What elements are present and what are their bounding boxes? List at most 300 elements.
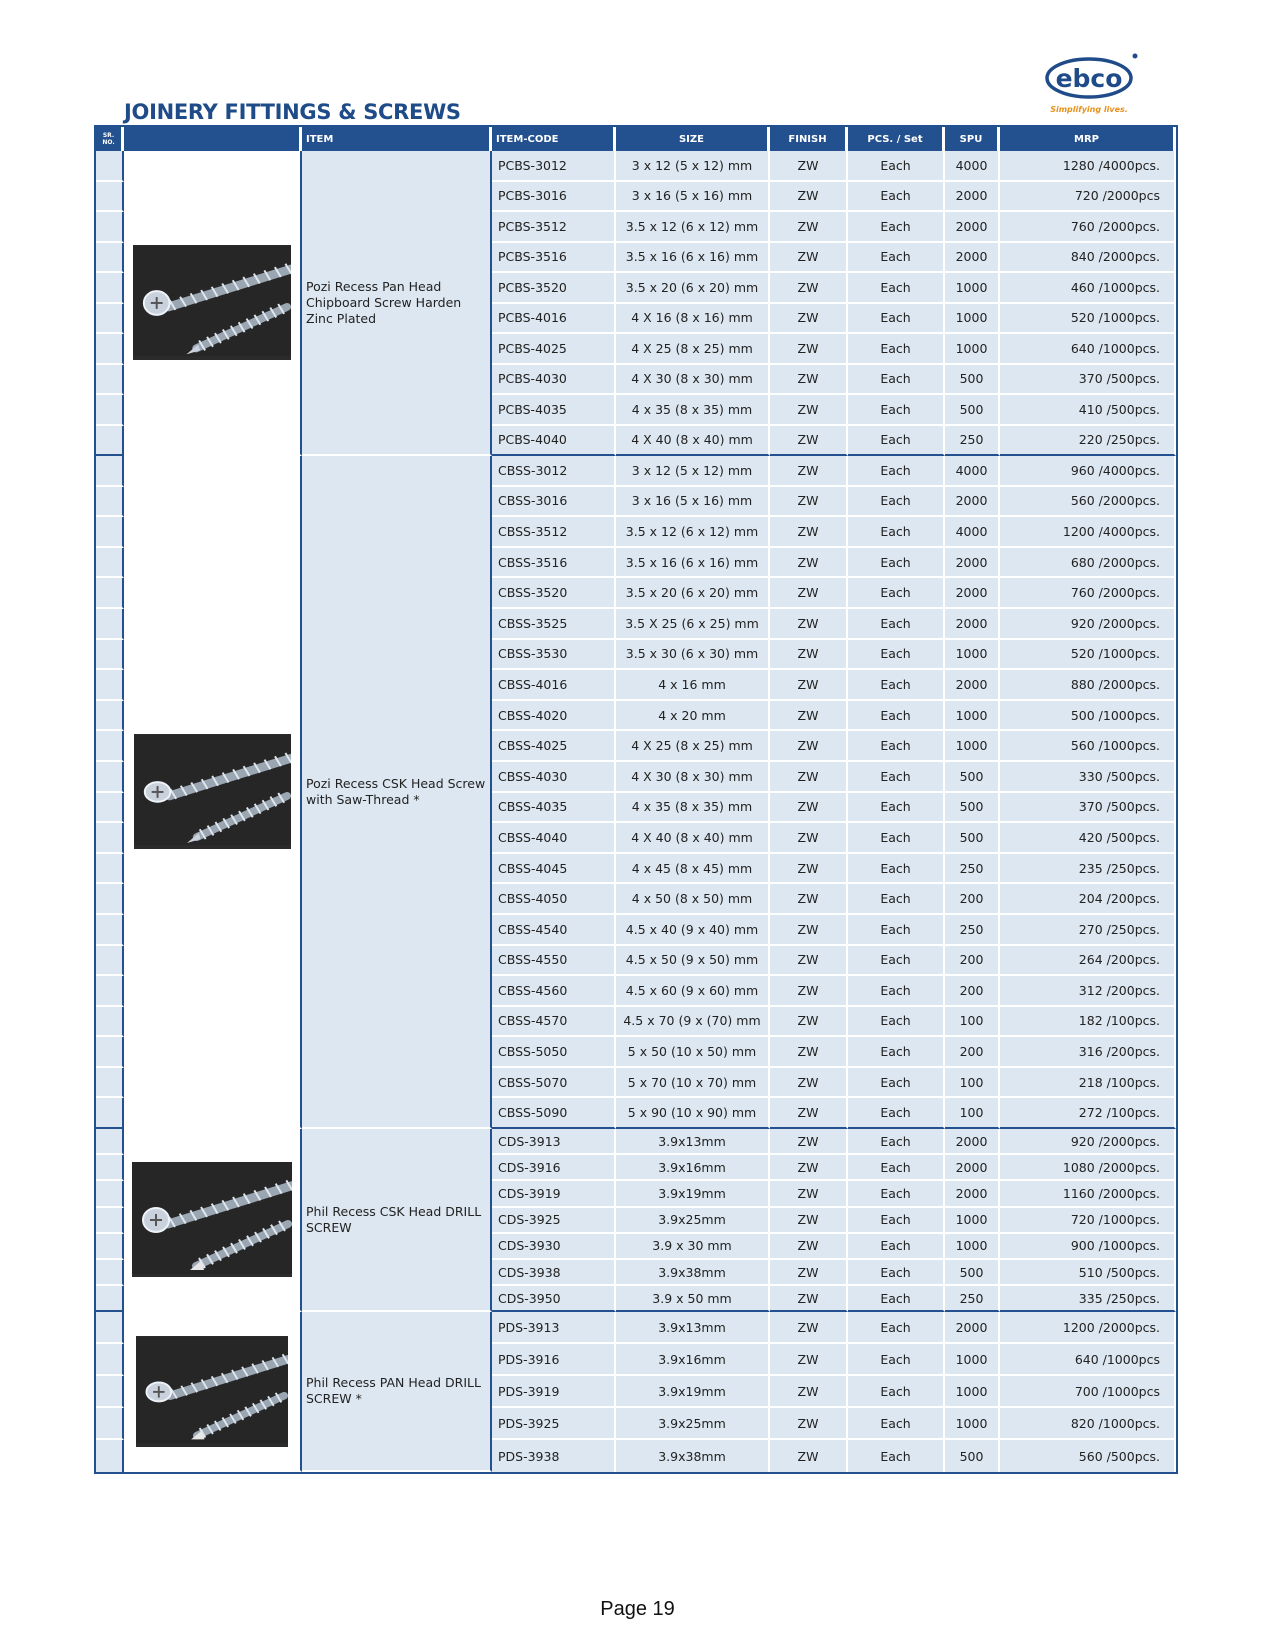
sr-no-cell bbox=[96, 1376, 124, 1408]
item-size: 3.5 x 12 (6 x 12) mm bbox=[616, 517, 770, 548]
item-mrp: 264 /200pcs. bbox=[1000, 946, 1176, 977]
item-pcs: Each bbox=[848, 1129, 945, 1155]
item-size: 3 x 16 (5 x 16) mm bbox=[616, 487, 770, 518]
item-size: 4.5 x 60 (9 x 60) mm bbox=[616, 976, 770, 1007]
item-mrp: 1200 /4000pcs. bbox=[1000, 517, 1176, 548]
item-finish: ZW bbox=[770, 1234, 848, 1260]
item-code: PDS-3913 bbox=[492, 1312, 616, 1344]
item-pcs: Each bbox=[848, 1007, 945, 1038]
item-spu: 100 bbox=[945, 1098, 1000, 1129]
item-pcs: Each bbox=[848, 1068, 945, 1099]
item-finish: ZW bbox=[770, 1260, 848, 1286]
table-row bbox=[96, 151, 1176, 182]
item-pcs: Each bbox=[848, 243, 945, 274]
item-mrp: 720 /2000pcs bbox=[1000, 182, 1176, 213]
sr-no-cell bbox=[96, 273, 124, 304]
item-mrp: 218 /100pcs. bbox=[1000, 1068, 1176, 1099]
item-spu: 1000 bbox=[945, 1234, 1000, 1260]
item-pcs: Each bbox=[848, 1260, 945, 1286]
item-size: 4 X 25 (8 x 25) mm bbox=[616, 731, 770, 762]
item-pcs: Each bbox=[848, 1312, 945, 1344]
item-size: 3 x 16 (5 x 16) mm bbox=[616, 182, 770, 213]
item-code: CBSS-3525 bbox=[492, 609, 616, 640]
item-code: CBSS-5070 bbox=[492, 1068, 616, 1099]
item-size: 3.9x25mm bbox=[616, 1208, 770, 1234]
item-mrp: 1160 /2000pcs. bbox=[1000, 1181, 1176, 1207]
product-image-cell bbox=[124, 1312, 302, 1472]
item-spu: 500 bbox=[945, 1440, 1000, 1472]
sr-no-cell bbox=[96, 1068, 124, 1099]
item-mrp: 820 /1000pcs. bbox=[1000, 1408, 1176, 1440]
item-size: 4 X 30 (8 x 30) mm bbox=[616, 365, 770, 396]
sr-no-cell bbox=[96, 946, 124, 977]
item-size: 3.5 x 12 (6 x 12) mm bbox=[616, 212, 770, 243]
sr-no-cell bbox=[96, 426, 124, 457]
item-mrp: 900 /1000pcs. bbox=[1000, 1234, 1176, 1260]
item-finish: ZW bbox=[770, 823, 848, 854]
item-spu: 2000 bbox=[945, 1312, 1000, 1344]
item-mrp: 520 /1000pcs. bbox=[1000, 640, 1176, 671]
item-spu: 100 bbox=[945, 1007, 1000, 1038]
col-size: SIZE bbox=[616, 127, 770, 151]
item-spu: 100 bbox=[945, 1068, 1000, 1099]
item-mrp: 316 /200pcs. bbox=[1000, 1037, 1176, 1068]
item-spu: 2000 bbox=[945, 487, 1000, 518]
item-size: 4 x 16 mm bbox=[616, 670, 770, 701]
item-spu: 1000 bbox=[945, 640, 1000, 671]
item-code: CBSS-4560 bbox=[492, 976, 616, 1007]
item-pcs: Each bbox=[848, 640, 945, 671]
item-mrp: 410 /500pcs. bbox=[1000, 395, 1176, 426]
sr-no-cell bbox=[96, 670, 124, 701]
screw-photo bbox=[136, 1336, 288, 1447]
item-pcs: Each bbox=[848, 304, 945, 335]
svg-text:Simplifying lives.: Simplifying lives. bbox=[1050, 105, 1128, 114]
item-pcs: Each bbox=[848, 731, 945, 762]
item-finish: ZW bbox=[770, 793, 848, 824]
item-finish: ZW bbox=[770, 884, 848, 915]
sr-no-cell bbox=[96, 243, 124, 274]
item-pcs: Each bbox=[848, 1286, 945, 1312]
item-mrp: 1280 /4000pcs. bbox=[1000, 151, 1176, 182]
item-mrp: 370 /500pcs. bbox=[1000, 793, 1176, 824]
item-finish: ZW bbox=[770, 334, 848, 365]
sr-no-cell bbox=[96, 640, 124, 671]
item-size: 4.5 x 70 (9 x (70) mm bbox=[616, 1007, 770, 1038]
item-mrp: 220 /250pcs. bbox=[1000, 426, 1176, 457]
col-image bbox=[124, 127, 302, 151]
item-size: 3.5 x 16 (6 x 16) mm bbox=[616, 548, 770, 579]
item-description: Pozi Recess Pan Head Chipboard Screw Harden Zinc Plated bbox=[302, 151, 492, 456]
item-size: 3.9x38mm bbox=[616, 1440, 770, 1472]
item-mrp: 680 /2000pcs. bbox=[1000, 548, 1176, 579]
item-finish: ZW bbox=[770, 304, 848, 335]
item-pcs: Each bbox=[848, 517, 945, 548]
item-size: 3.9x16mm bbox=[616, 1344, 770, 1376]
product-image-cell bbox=[124, 151, 302, 456]
sr-no-cell bbox=[96, 854, 124, 885]
item-code: PDS-3925 bbox=[492, 1408, 616, 1440]
item-pcs: Each bbox=[848, 823, 945, 854]
item-pcs: Each bbox=[848, 1098, 945, 1129]
item-spu: 200 bbox=[945, 976, 1000, 1007]
item-finish: ZW bbox=[770, 854, 848, 885]
item-code: CBSS-3012 bbox=[492, 456, 616, 487]
sr-no-cell bbox=[96, 151, 124, 182]
price-table bbox=[94, 125, 1178, 1474]
table-header bbox=[96, 127, 1176, 151]
item-spu: 2000 bbox=[945, 243, 1000, 274]
item-size: 3.9x25mm bbox=[616, 1408, 770, 1440]
item-size: 3 x 12 (5 x 12) mm bbox=[616, 456, 770, 487]
item-spu: 1000 bbox=[945, 1208, 1000, 1234]
item-pcs: Each bbox=[848, 976, 945, 1007]
item-size: 4 X 40 (8 x 40) mm bbox=[616, 823, 770, 854]
sr-no-cell bbox=[96, 609, 124, 640]
item-pcs: Each bbox=[848, 1208, 945, 1234]
item-mrp: 420 /500pcs. bbox=[1000, 823, 1176, 854]
table-body bbox=[96, 151, 1176, 1472]
item-finish: ZW bbox=[770, 1098, 848, 1129]
item-mrp: 1200 /2000pcs. bbox=[1000, 1312, 1176, 1344]
item-finish: ZW bbox=[770, 1007, 848, 1038]
item-mrp: 500 /1000pcs. bbox=[1000, 701, 1176, 732]
item-mrp: 510 /500pcs. bbox=[1000, 1260, 1176, 1286]
item-size: 3.5 x 20 (6 x 20) mm bbox=[616, 578, 770, 609]
item-size: 3.5 x 20 (6 x 20) mm bbox=[616, 273, 770, 304]
sr-no-cell bbox=[96, 976, 124, 1007]
item-pcs: Each bbox=[848, 1440, 945, 1472]
table-row bbox=[96, 1129, 1176, 1155]
item-mrp: 270 /250pcs. bbox=[1000, 915, 1176, 946]
item-code: PCBS-3512 bbox=[492, 212, 616, 243]
item-finish: ZW bbox=[770, 976, 848, 1007]
item-finish: ZW bbox=[770, 243, 848, 274]
col-spu: SPU bbox=[945, 127, 1000, 151]
screw-photo bbox=[134, 734, 291, 849]
item-finish: ZW bbox=[770, 1181, 848, 1207]
item-code: CBSS-4570 bbox=[492, 1007, 616, 1038]
item-code: PDS-3919 bbox=[492, 1376, 616, 1408]
sr-no-cell bbox=[96, 334, 124, 365]
item-size: 4 X 25 (8 x 25) mm bbox=[616, 334, 770, 365]
item-spu: 250 bbox=[945, 426, 1000, 457]
item-code: CBSS-3512 bbox=[492, 517, 616, 548]
item-spu: 2000 bbox=[945, 1181, 1000, 1207]
item-mrp: 720 /1000pcs. bbox=[1000, 1208, 1176, 1234]
item-size: 4 x 35 (8 x 35) mm bbox=[616, 395, 770, 426]
item-finish: ZW bbox=[770, 151, 848, 182]
item-finish: ZW bbox=[770, 487, 848, 518]
item-mrp: 640 /1000pcs bbox=[1000, 1344, 1176, 1376]
item-pcs: Each bbox=[848, 273, 945, 304]
item-spu: 1000 bbox=[945, 1376, 1000, 1408]
sr-no-cell bbox=[96, 1312, 124, 1344]
item-pcs: Each bbox=[848, 182, 945, 213]
sr-no-cell bbox=[96, 487, 124, 518]
item-spu: 1000 bbox=[945, 731, 1000, 762]
item-size: 3.9x13mm bbox=[616, 1129, 770, 1155]
item-description: Phil Recess CSK Head DRILL SCREW bbox=[302, 1129, 492, 1312]
item-finish: ZW bbox=[770, 1408, 848, 1440]
sr-no-cell bbox=[96, 182, 124, 213]
item-pcs: Each bbox=[848, 854, 945, 885]
item-code: PCBS-3012 bbox=[492, 151, 616, 182]
item-code: CBSS-4040 bbox=[492, 823, 616, 854]
item-spu: 1000 bbox=[945, 273, 1000, 304]
item-pcs: Each bbox=[848, 578, 945, 609]
product-image-cell bbox=[124, 456, 302, 1129]
item-spu: 500 bbox=[945, 395, 1000, 426]
sr-no-cell bbox=[96, 915, 124, 946]
sr-no-cell bbox=[96, 578, 124, 609]
sr-no-cell bbox=[96, 1286, 124, 1312]
item-pcs: Each bbox=[848, 456, 945, 487]
item-code: CBSS-3016 bbox=[492, 487, 616, 518]
item-spu: 1000 bbox=[945, 1408, 1000, 1440]
item-pcs: Each bbox=[848, 151, 945, 182]
screw-photo bbox=[132, 1162, 292, 1277]
item-code: CBSS-4020 bbox=[492, 701, 616, 732]
item-size: 5 x 90 (10 x 90) mm bbox=[616, 1098, 770, 1129]
sr-no-cell bbox=[96, 456, 124, 487]
sr-no-cell bbox=[96, 517, 124, 548]
item-mrp: 760 /2000pcs. bbox=[1000, 212, 1176, 243]
item-mrp: 560 /500pcs. bbox=[1000, 1440, 1176, 1472]
item-spu: 200 bbox=[945, 1037, 1000, 1068]
col-finish: FINISH bbox=[770, 127, 848, 151]
item-finish: ZW bbox=[770, 1068, 848, 1099]
item-finish: ZW bbox=[770, 517, 848, 548]
item-code: CDS-3925 bbox=[492, 1208, 616, 1234]
item-finish: ZW bbox=[770, 762, 848, 793]
item-description: Pozi Recess CSK Head Screw with Saw-Thread * bbox=[302, 456, 492, 1129]
item-finish: ZW bbox=[770, 1344, 848, 1376]
item-code: PCBS-3016 bbox=[492, 182, 616, 213]
item-finish: ZW bbox=[770, 426, 848, 457]
item-pcs: Each bbox=[848, 487, 945, 518]
item-code: CBSS-4050 bbox=[492, 884, 616, 915]
item-pcs: Each bbox=[848, 1155, 945, 1181]
item-mrp: 520 /1000pcs. bbox=[1000, 304, 1176, 335]
sr-no-cell bbox=[96, 1208, 124, 1234]
item-mrp: 640 /1000pcs. bbox=[1000, 334, 1176, 365]
item-finish: ZW bbox=[770, 609, 848, 640]
item-finish: ZW bbox=[770, 701, 848, 732]
item-spu: 500 bbox=[945, 365, 1000, 396]
item-mrp: 880 /2000pcs. bbox=[1000, 670, 1176, 701]
item-size: 3.9x16mm bbox=[616, 1155, 770, 1181]
sr-no-cell bbox=[96, 793, 124, 824]
item-code: CBSS-4550 bbox=[492, 946, 616, 977]
sr-no-cell bbox=[96, 1155, 124, 1181]
svg-text:ebco: ebco bbox=[1055, 64, 1123, 93]
item-mrp: 560 /2000pcs. bbox=[1000, 487, 1176, 518]
item-description: Phil Recess PAN Head DRILL SCREW * bbox=[302, 1312, 492, 1472]
item-pcs: Each bbox=[848, 762, 945, 793]
item-finish: ZW bbox=[770, 548, 848, 579]
item-size: 5 x 50 (10 x 50) mm bbox=[616, 1037, 770, 1068]
col-pcs: PCS. / Set bbox=[848, 127, 945, 151]
sr-no-cell bbox=[96, 1007, 124, 1038]
item-mrp: 920 /2000pcs. bbox=[1000, 609, 1176, 640]
item-mrp: 460 /1000pcs. bbox=[1000, 273, 1176, 304]
item-pcs: Each bbox=[848, 212, 945, 243]
screw-photo bbox=[133, 245, 291, 360]
item-pcs: Each bbox=[848, 395, 945, 426]
item-pcs: Each bbox=[848, 793, 945, 824]
sr-no-cell bbox=[96, 304, 124, 335]
item-code: CBSS-3516 bbox=[492, 548, 616, 579]
item-finish: ZW bbox=[770, 212, 848, 243]
item-size: 4 X 30 (8 x 30) mm bbox=[616, 762, 770, 793]
item-spu: 250 bbox=[945, 915, 1000, 946]
sr-no-cell bbox=[96, 762, 124, 793]
item-mrp: 235 /250pcs. bbox=[1000, 854, 1176, 885]
item-code: CBSS-4016 bbox=[492, 670, 616, 701]
item-mrp: 840 /2000pcs. bbox=[1000, 243, 1176, 274]
item-code: CBSS-4540 bbox=[492, 915, 616, 946]
item-size: 3.9 x 50 mm bbox=[616, 1286, 770, 1312]
table-row bbox=[96, 456, 1176, 487]
item-spu: 1000 bbox=[945, 701, 1000, 732]
item-size: 4 x 35 (8 x 35) mm bbox=[616, 793, 770, 824]
item-pcs: Each bbox=[848, 1408, 945, 1440]
item-spu: 1000 bbox=[945, 304, 1000, 335]
item-code: CBSS-4045 bbox=[492, 854, 616, 885]
item-spu: 4000 bbox=[945, 456, 1000, 487]
sr-no-cell bbox=[96, 1408, 124, 1440]
item-size: 3.5 X 25 (6 x 25) mm bbox=[616, 609, 770, 640]
col-item: ITEM bbox=[302, 127, 492, 151]
item-finish: ZW bbox=[770, 1037, 848, 1068]
item-finish: ZW bbox=[770, 915, 848, 946]
item-code: PCBS-4030 bbox=[492, 365, 616, 396]
item-finish: ZW bbox=[770, 1440, 848, 1472]
item-spu: 250 bbox=[945, 1286, 1000, 1312]
item-mrp: 330 /500pcs. bbox=[1000, 762, 1176, 793]
item-spu: 1000 bbox=[945, 1344, 1000, 1376]
item-code: PDS-3938 bbox=[492, 1440, 616, 1472]
item-size: 3.9x13mm bbox=[616, 1312, 770, 1344]
item-spu: 2000 bbox=[945, 578, 1000, 609]
item-code: CDS-3938 bbox=[492, 1260, 616, 1286]
item-code: CBSS-3520 bbox=[492, 578, 616, 609]
item-size: 3 x 12 (5 x 12) mm bbox=[616, 151, 770, 182]
item-finish: ZW bbox=[770, 182, 848, 213]
item-mrp: 960 /4000pcs. bbox=[1000, 456, 1176, 487]
item-pcs: Each bbox=[848, 946, 945, 977]
item-pcs: Each bbox=[848, 915, 945, 946]
sr-no-cell bbox=[96, 1344, 124, 1376]
item-finish: ZW bbox=[770, 640, 848, 671]
item-pcs: Each bbox=[848, 701, 945, 732]
item-pcs: Each bbox=[848, 1181, 945, 1207]
sr-no-cell bbox=[96, 548, 124, 579]
item-mrp: 370 /500pcs. bbox=[1000, 365, 1176, 396]
item-spu: 500 bbox=[945, 762, 1000, 793]
item-pcs: Each bbox=[848, 884, 945, 915]
sr-no-cell bbox=[96, 212, 124, 243]
sr-no-cell bbox=[96, 823, 124, 854]
item-pcs: Each bbox=[848, 334, 945, 365]
sr-no-cell bbox=[96, 365, 124, 396]
item-spu: 500 bbox=[945, 793, 1000, 824]
item-spu: 500 bbox=[945, 823, 1000, 854]
item-pcs: Each bbox=[848, 1037, 945, 1068]
sr-no-cell bbox=[96, 701, 124, 732]
sr-no-cell bbox=[96, 1440, 124, 1472]
item-pcs: Each bbox=[848, 670, 945, 701]
item-spu: 2000 bbox=[945, 670, 1000, 701]
col-mrp: MRP bbox=[1000, 127, 1176, 151]
sr-no-cell bbox=[96, 884, 124, 915]
item-mrp: 920 /2000pcs. bbox=[1000, 1129, 1176, 1155]
col-item-code: ITEM-CODE bbox=[492, 127, 616, 151]
item-finish: ZW bbox=[770, 1312, 848, 1344]
item-finish: ZW bbox=[770, 365, 848, 396]
product-image-cell bbox=[124, 1129, 302, 1312]
item-mrp: 312 /200pcs. bbox=[1000, 976, 1176, 1007]
item-size: 3.9 x 30 mm bbox=[616, 1234, 770, 1260]
item-size: 4 X 16 (8 x 16) mm bbox=[616, 304, 770, 335]
item-size: 4.5 x 40 (9 x 40) mm bbox=[616, 915, 770, 946]
item-size: 4.5 x 50 (9 x 50) mm bbox=[616, 946, 770, 977]
item-spu: 1000 bbox=[945, 334, 1000, 365]
item-finish: ZW bbox=[770, 670, 848, 701]
item-finish: ZW bbox=[770, 578, 848, 609]
item-spu: 200 bbox=[945, 946, 1000, 977]
item-pcs: Each bbox=[848, 1376, 945, 1408]
item-mrp: 560 /1000pcs. bbox=[1000, 731, 1176, 762]
item-size: 5 x 70 (10 x 70) mm bbox=[616, 1068, 770, 1099]
item-code: CDS-3919 bbox=[492, 1181, 616, 1207]
item-code: PCBS-3516 bbox=[492, 243, 616, 274]
item-spu: 4000 bbox=[945, 517, 1000, 548]
item-finish: ZW bbox=[770, 395, 848, 426]
item-code: CDS-3930 bbox=[492, 1234, 616, 1260]
item-mrp: 204 /200pcs. bbox=[1000, 884, 1176, 915]
item-finish: ZW bbox=[770, 946, 848, 977]
item-mrp: 700 /1000pcs bbox=[1000, 1376, 1176, 1408]
item-spu: 250 bbox=[945, 854, 1000, 885]
item-finish: ZW bbox=[770, 273, 848, 304]
item-code: CBSS-4030 bbox=[492, 762, 616, 793]
item-mrp: 272 /100pcs. bbox=[1000, 1098, 1176, 1129]
item-code: CDS-3916 bbox=[492, 1155, 616, 1181]
sr-no-cell bbox=[96, 1037, 124, 1068]
sr-no-cell bbox=[96, 1260, 124, 1286]
item-code: PCBS-4025 bbox=[492, 334, 616, 365]
item-code: CBSS-3530 bbox=[492, 640, 616, 671]
table-row bbox=[96, 1312, 1176, 1344]
item-pcs: Each bbox=[848, 1344, 945, 1376]
item-finish: ZW bbox=[770, 456, 848, 487]
item-size: 4 x 50 (8 x 50) mm bbox=[616, 884, 770, 915]
col-sr-no: SR. NO. bbox=[96, 127, 124, 151]
item-spu: 500 bbox=[945, 1260, 1000, 1286]
item-pcs: Each bbox=[848, 1234, 945, 1260]
item-size: 4 x 45 (8 x 45) mm bbox=[616, 854, 770, 885]
item-spu: 2000 bbox=[945, 609, 1000, 640]
item-spu: 2000 bbox=[945, 548, 1000, 579]
item-size: 4 X 40 (8 x 40) mm bbox=[616, 426, 770, 457]
sr-no-cell bbox=[96, 731, 124, 762]
item-spu: 2000 bbox=[945, 1155, 1000, 1181]
item-mrp: 182 /100pcs. bbox=[1000, 1007, 1176, 1038]
item-code: CBSS-5090 bbox=[492, 1098, 616, 1129]
item-code: PCBS-4016 bbox=[492, 304, 616, 335]
